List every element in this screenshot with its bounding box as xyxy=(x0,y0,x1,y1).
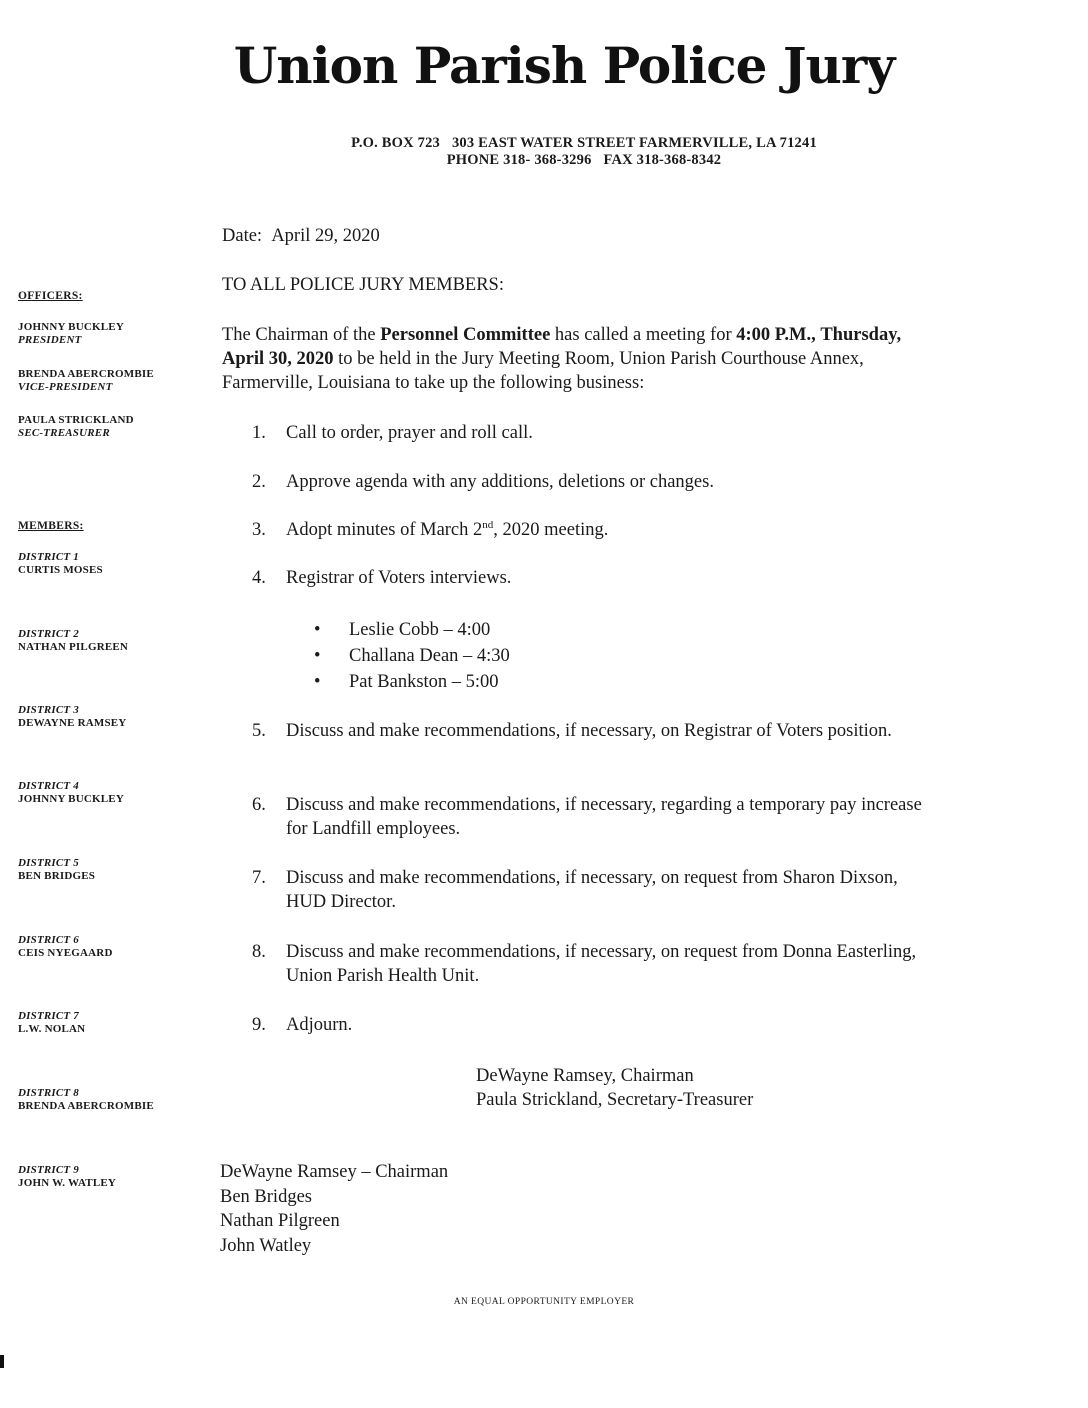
signature-block xyxy=(476,1064,753,1112)
district-label: DISTRICT 3 xyxy=(18,704,79,716)
equal-opportunity-text: AN EQUAL OPPORTUNITY EMPLOYER xyxy=(453,1297,635,1307)
agenda-text: Discuss and make recommendations, if necessary, on request from Sharon Dixson, HUD Director. xyxy=(286,868,898,912)
agenda-text: Registrar of Voters interviews. xyxy=(286,568,512,588)
district-label: DISTRICT 1 xyxy=(18,551,79,563)
member-entry xyxy=(18,934,113,959)
member-entry xyxy=(18,857,95,882)
officer-name: BRENDA ABERCROMBIE xyxy=(18,368,154,380)
secretary-signature: Paula Strickland, Secretary-Treasurer xyxy=(476,1090,754,1110)
member-name: BEN BRIDGES xyxy=(18,869,96,882)
bullet-icon: • xyxy=(314,646,321,666)
district-label: DISTRICT 6 xyxy=(18,934,79,946)
members-heading: MEMBERS: xyxy=(18,520,84,532)
intro-text: The Chairman of the xyxy=(222,325,376,345)
meeting-time: 4:00 P.M., xyxy=(736,325,816,345)
meeting-date: Thursday, April 30, 2020 xyxy=(222,325,902,369)
po-box: P.O. BOX 723 xyxy=(351,135,440,151)
date-label: Date: xyxy=(222,226,263,246)
committee-name: Personnel Committee xyxy=(380,325,551,345)
interview-slot: Leslie Cobb – 4:00 xyxy=(349,620,491,640)
phone-number: PHONE 318- 368-3296 xyxy=(446,152,592,168)
chairman-signature: DeWayne Ramsey, Chairman xyxy=(476,1066,694,1086)
member-entry xyxy=(18,1164,116,1189)
district-label: DISTRICT 2 xyxy=(18,628,79,640)
agenda-number: 8. xyxy=(252,942,266,962)
street-address: 303 EAST WATER STREET FARMERVILLE, LA 71241 xyxy=(451,135,817,151)
ordinal-suffix: nd xyxy=(482,518,494,531)
interview-slot: Pat Bankston – 5:00 xyxy=(349,672,499,692)
letterhead-title xyxy=(0,36,1088,95)
member-name: BRENDA ABERCROMBIE xyxy=(18,1099,154,1112)
bullet-icon: • xyxy=(314,672,321,692)
fax-number: FAX 318-368-8342 xyxy=(603,152,722,168)
letterhead-address xyxy=(0,135,1088,152)
member-entry xyxy=(18,1087,154,1112)
agenda-text-part: Adopt minutes of March 2 xyxy=(286,520,483,540)
officer-entry xyxy=(18,321,124,346)
agenda-number: 7. xyxy=(252,868,266,888)
district-label: DISTRICT 8 xyxy=(18,1087,79,1099)
intro-text: has called a meeting for xyxy=(554,325,732,345)
agenda-text: Discuss and make recommendations, if necessary, on Registrar of Voters position. xyxy=(286,721,892,741)
agenda-number: 4. xyxy=(252,568,266,588)
member-name: CEIS NYEGAARD xyxy=(18,946,113,959)
member-name: JOHN W. WATLEY xyxy=(18,1176,117,1189)
agenda-text-part: , 2020 meeting. xyxy=(493,520,609,540)
committee-members xyxy=(220,1160,448,1258)
member-entry xyxy=(18,1010,85,1035)
agenda-number: 9. xyxy=(252,1015,266,1035)
agenda-text: Adjourn. xyxy=(286,1015,353,1035)
agenda-text: Discuss and make recommendations, if necessary, on request from Donna Easterling, Union Parish Health Unit. xyxy=(286,942,917,986)
committee-member: Ben Bridges xyxy=(220,1186,312,1207)
member-entry xyxy=(18,628,128,653)
member-entry xyxy=(18,704,126,729)
member-name: JOHNNY BUCKLEY xyxy=(18,792,124,805)
agenda-text xyxy=(286,518,936,542)
bullet-icon: • xyxy=(314,620,321,640)
officers-heading: OFFICERS: xyxy=(18,290,83,302)
date-value: April 29, 2020 xyxy=(271,226,380,246)
officer-entry xyxy=(18,414,134,439)
member-name: CURTIS MOSES xyxy=(18,563,103,576)
salutation: TO ALL POLICE JURY MEMBERS: xyxy=(222,275,504,295)
district-label: DISTRICT 9 xyxy=(18,1164,79,1176)
member-name: NATHAN PILGREEN xyxy=(18,640,129,653)
member-entry xyxy=(18,551,103,576)
officer-name: JOHNNY BUCKLEY xyxy=(18,321,124,333)
agenda-number: 3. xyxy=(252,520,266,540)
officer-role: VICE-PRESIDENT xyxy=(18,380,113,393)
agenda-text: Discuss and make recommendations, if necessary, regarding a temporary pay increase for Landfill employees. xyxy=(286,795,922,839)
officer-role: SEC-TREASURER xyxy=(18,426,110,439)
committee-member: Nathan Pilgreen xyxy=(220,1211,340,1231)
officer-entry xyxy=(18,368,154,393)
agenda-number: 5. xyxy=(252,721,266,741)
agenda-number: 6. xyxy=(252,795,266,815)
footer-statement xyxy=(0,1297,1088,1307)
district-label: DISTRICT 4 xyxy=(18,780,79,792)
district-label: DISTRICT 7 xyxy=(18,1010,79,1022)
district-label: DISTRICT 5 xyxy=(18,857,79,869)
agenda-number: 2. xyxy=(252,472,266,492)
interview-slot: Challana Dean – 4:30 xyxy=(349,646,510,666)
agenda-number: 1. xyxy=(252,423,266,443)
memo-date xyxy=(222,224,380,248)
committee-member: John Watley xyxy=(220,1235,312,1256)
scan-edge-mark xyxy=(0,1355,4,1368)
letterhead-contact xyxy=(0,152,1088,169)
agenda-text: Approve agenda with any additions, deletions or changes. xyxy=(286,472,714,492)
member-name: L.W. NOLAN xyxy=(18,1022,86,1035)
intro-text: to be held in the Jury Meeting Room, Union Parish Courthouse Annex, Farmerville, Louisiana to take up the following business: xyxy=(222,349,864,393)
officer-role: PRESIDENT xyxy=(18,333,82,346)
committee-member: DeWayne Ramsey – Chairman xyxy=(220,1162,449,1182)
meeting-notice xyxy=(222,323,912,395)
agenda-text: Call to order, prayer and roll call. xyxy=(286,423,533,443)
member-entry xyxy=(18,780,124,805)
officer-name: PAULA STRICKLAND xyxy=(18,414,134,426)
organization-name: Union Parish Police Jury xyxy=(233,36,895,95)
member-name: DEWAYNE RAMSEY xyxy=(18,716,127,729)
